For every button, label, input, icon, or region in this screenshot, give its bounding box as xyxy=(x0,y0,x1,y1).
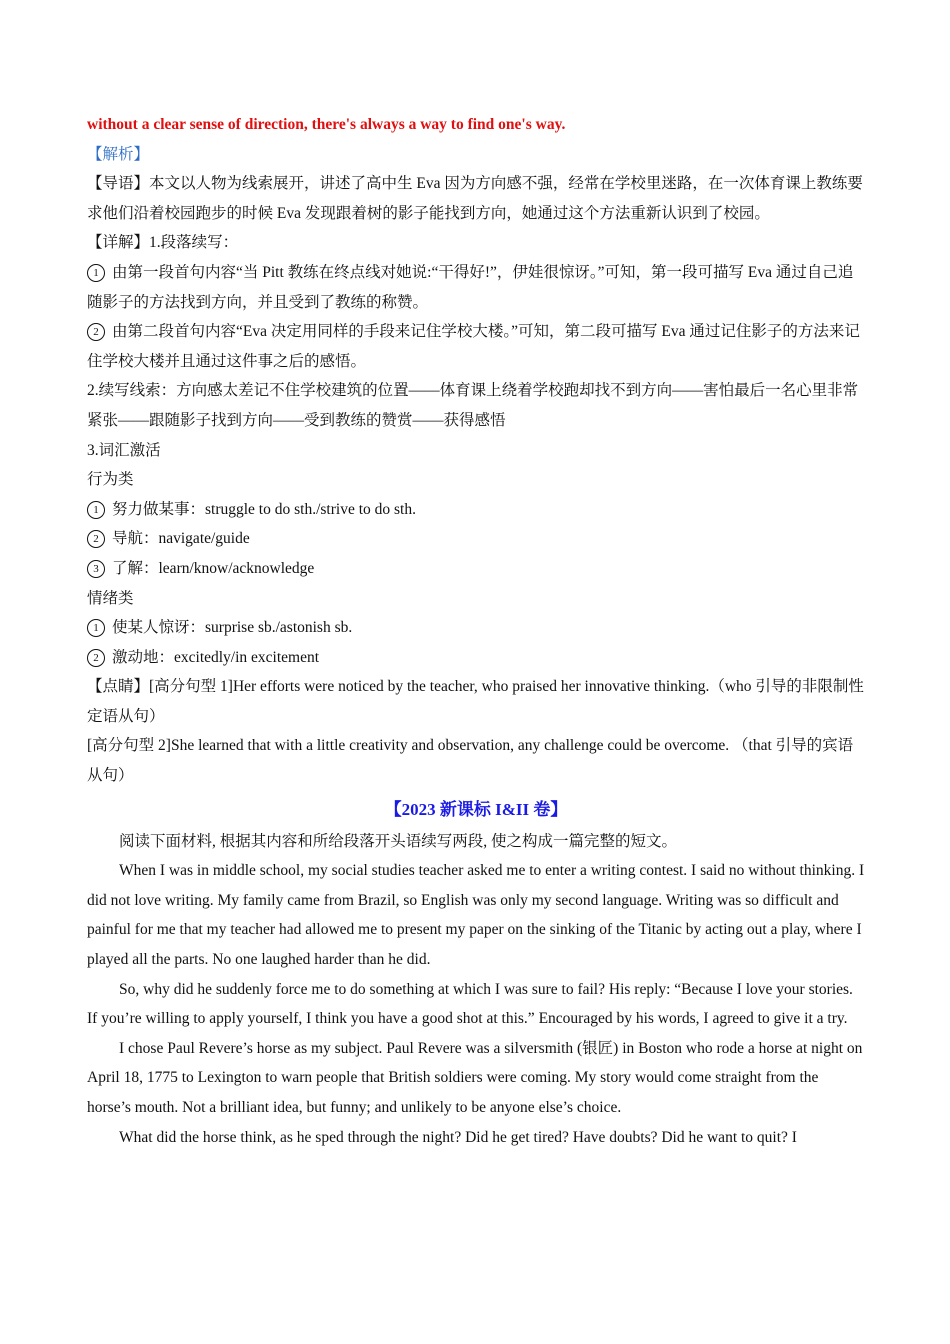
circled-number: 2 xyxy=(87,323,105,341)
vocab-heading: 3.词汇激活 xyxy=(87,441,161,459)
paragraph-point xyxy=(87,317,865,376)
clues-paragraph: 2.续写线索：方向感太差记不住学校建筑的位置——体育课上绕着学校跑却找不到方向——害怕最后一名心里非常紧张——跟随影子找到方向——受到教练的赞赏——获得感悟 xyxy=(87,382,859,429)
vocab-item xyxy=(87,524,865,554)
emotion-heading: 情绪类 xyxy=(87,589,134,607)
vocab-text: 激动地：excitedly/in excitement xyxy=(112,648,320,666)
story-paragraph: What did the horse think, as he sped through the night? Did he get tired? Have doubts? Did he want to quit? I xyxy=(119,1128,797,1146)
vocab-text: 使某人惊讶：surprise sb./astonish sb. xyxy=(112,619,353,637)
conclusion-line: without a clear sense of direction, there's always a way to find one's way. xyxy=(87,116,566,133)
intro-paragraph: 【导语】本文以人物为线索展开，讲述了高中生 Eva 因为方向感不强，经常在学校里迷路，在一次体育课上教练要求他们沿着校园跑步的时候 Eva 发现跟着树的影子能找到方向，她通过这个方法重新认识到了校园。 xyxy=(87,175,863,222)
vocab-item xyxy=(87,613,865,643)
instruction: 阅读下面材料, 根据其内容和所给段落开头语续写两段, 使之构成一篇完整的短文。 xyxy=(119,832,678,850)
vocab-item xyxy=(87,554,865,584)
circled-number: 1 xyxy=(87,501,105,519)
vocab-text: 努力做某事：struggle to do sth./strive to do sth. xyxy=(112,500,416,518)
circled-number: 1 xyxy=(87,619,105,637)
analysis-label: 【解析】 xyxy=(87,145,150,163)
circled-number: 2 xyxy=(87,649,105,667)
paragraph-point xyxy=(87,258,865,317)
story-paragraph: I chose Paul Revere’s horse as my subject. Paul Revere was a silversmith (银匠) in Boston who rode a horse at night on April 18, 1775 to Lexington to warn people that British soldiers were coming. My story would come straight from the horse’s mouth. Not a brilliant idea, but funny; and unlikely to be anyone else’s choice. xyxy=(87,1039,863,1116)
highlight-sentence-2: [高分句型 2]She learned that with a little creativity and observation, any challenge could be overcome. （that 引导的宾语从句） xyxy=(87,737,854,785)
circled-number: 1 xyxy=(87,264,105,282)
vocab-text: 了解：learn/know/acknowledge xyxy=(112,559,315,577)
detail-heading: 【详解】1.段落续写： xyxy=(87,234,239,252)
vocab-item xyxy=(87,643,865,673)
point-text: 由第二段首句内容“Eva 决定用同样的手段来记住学校大楼。”可知，第二段可描写 Eva 通过记住影子的方法来记住学校大楼并且通过这件事之后的感悟。 xyxy=(87,323,860,370)
section-title: 【2023 新课标 I&II 卷】 xyxy=(384,799,568,819)
story-paragraph: So, why did he suddenly force me to do something at which I was sure to fail? His reply: “Because I love your stories. If you’re willing to apply yourself, I think you have a good shot at this.” Encouraged by his words, I agreed to give it a try. xyxy=(87,980,853,1028)
vocab-text: 导航：navigate/guide xyxy=(112,530,250,548)
story-paragraph: When I was in middle school, my social studies teacher asked me to enter a writing contest. I said no without thinking. I did not love writing. My family came from Brazil, so English was only my second language. Writing was so difficult and painful for me that my teacher had allowed me to present my paper on the sinking of the Titanic by acting out a play, where I played all the parts. No one laughed harder than he did. xyxy=(87,862,865,969)
document-body xyxy=(87,110,865,1152)
circled-number: 2 xyxy=(87,530,105,548)
vocab-item xyxy=(87,495,865,525)
point-text: 由第一段首句内容“当 Pitt 教练在终点线对她说:“干得好!”，伊娃很惊讶。”可知，第一段可描写 Eva 通过自己追随影子的方法找到方向，并且受到了教练的称赞。 xyxy=(87,263,854,311)
behavior-heading: 行为类 xyxy=(87,471,134,489)
circled-number: 3 xyxy=(87,560,105,578)
highlight-sentence-1: 【点睛】[高分句型 1]Her efforts were noticed by the teacher, who praised her innovative thinking.（who 引导的非限制性定语从句） xyxy=(87,678,864,725)
